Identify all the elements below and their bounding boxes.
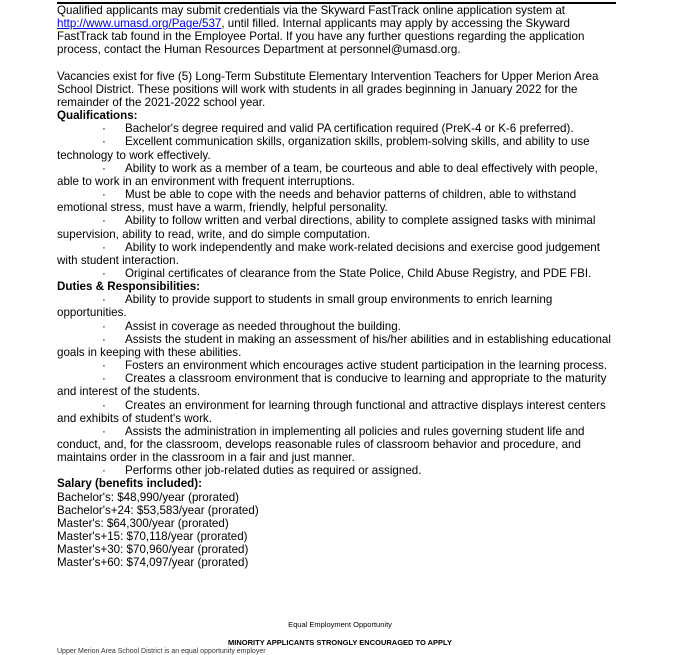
intro-text-after-link: , until filled. Internal applicants may apply by accessing the Skyward FastTrack tab found in the Employee Portal. If you have any further questions regarding the application process, contact the Human Resources Department at personnel@umasd.org. — [57, 17, 585, 57]
intro-text-before-link: Qualified applicants may submit credentials via the Skyward FastTrack online application system at — [57, 4, 565, 17]
duty-item-text: Fosters an environment which encourages active student participation in the learning process. — [125, 359, 608, 373]
bullet-icon: · — [102, 122, 106, 136]
salary-heading: Salary (benefits included): — [57, 477, 202, 491]
qualification-item — [57, 135, 619, 161]
eeo-statement: Equal Employment Opportunity — [288, 620, 392, 629]
application-link[interactable]: http://www.umasd.org/Page/537 — [57, 17, 222, 31]
bullet-icon: · — [102, 464, 106, 478]
duty-item-text: Assists the administration in implementing all policies and rules governing student life and conduct, and, for the classroom, develops reasonable rules of classroom behavior and procedure, and maintains order in the classroom in a fair and just manner. — [57, 424, 585, 465]
duty-item-text: Ability to provide support to students in small group environments to enrich learning opportunities. — [57, 293, 553, 320]
document-body — [57, 4, 619, 570]
vacancy-paragraph: Vacancies exist for five (5) Long-Term Substitute Elementary Intervention Teachers for Upper Merion Area School District. These positions will work with students in all grades beginning in January 2022 for the remainder of the 2021-2022 school year. — [57, 69, 599, 109]
bullet-icon: · — [102, 372, 106, 386]
bullet-icon: · — [102, 240, 106, 254]
minority-statement: MINORITY APPLICANTS STRONGLY ENCOURAGED TO APPLY — [228, 638, 452, 647]
duties-heading: Duties & Responsibilities: — [57, 280, 201, 294]
salary-line: Master's+30: $70,960/year (prorated) — [57, 543, 249, 557]
bullet-icon: · — [102, 161, 106, 175]
qualification-item — [57, 188, 619, 214]
salary-list — [57, 491, 619, 570]
duty-item-text: Creates an environment for learning through functional and attractive displays interest centers and exhibits of student's work. — [57, 398, 606, 425]
footer-cutoff-line: Upper Merion Area School District is an equal opportunity employer — [57, 648, 266, 655]
bullet-icon: · — [102, 398, 106, 412]
duty-item — [57, 359, 619, 372]
qualification-item-text: Must be able to cope with the needs and behavior patterns of children, able to withstand emotional stress, must have a warm, friendly, helpful personality. — [57, 188, 577, 215]
qualification-item — [57, 162, 619, 188]
spacer — [57, 57, 619, 70]
salary-line: Master's+60: $74,097/year (prorated) — [57, 556, 249, 570]
qualification-item-text: Ability to work independently and make work-related decisions and exercise good judgement with student interaction. — [57, 240, 600, 267]
duty-item — [57, 464, 619, 477]
duty-item-text: Performs other job-related duties as required or assigned. — [125, 464, 422, 478]
bullet-icon: · — [102, 319, 106, 333]
duty-item — [57, 320, 619, 333]
qualification-item — [57, 267, 619, 280]
bullet-icon: · — [102, 424, 106, 438]
qualification-item-text: Ability to follow written and verbal directions, ability to complete assigned tasks with minimal supervision, ability to read, write, and do simple computation. — [57, 214, 596, 241]
intro-paragraph — [57, 4, 619, 57]
qualification-item-text: Bachelor's degree required and valid PA certification required (PreK-4 or K-6 preferred). — [125, 122, 574, 136]
qualifications-list — [57, 122, 619, 280]
duties-list — [57, 293, 619, 477]
salary-line: Master's: $64,300/year (prorated) — [57, 516, 229, 530]
salary-line: Bachelor's+24: $53,583/year (prorated) — [57, 503, 259, 517]
salary-line: Master's+15: $70,118/year (prorated) — [57, 530, 248, 544]
qualification-item — [57, 122, 619, 135]
bullet-icon: · — [102, 188, 106, 202]
qualification-item-text: Ability to work as a member of a team, be courteous and able to deal effectively with people, able to work in an environment with frequent interruptions. — [57, 161, 598, 188]
duty-item — [57, 372, 619, 398]
bullet-icon: · — [102, 293, 106, 307]
duty-item — [57, 425, 619, 464]
qualification-item-text: Excellent communication skills, organization skills, problem-solving skills, and ability to use technology to work effectively. — [57, 135, 590, 162]
bullet-icon: · — [102, 332, 106, 346]
duty-item — [57, 399, 619, 425]
bullet-icon: · — [102, 266, 106, 280]
bullet-icon: · — [102, 359, 106, 373]
qualification-item — [57, 241, 619, 267]
duty-item — [57, 333, 619, 359]
qualifications-heading: Qualifications: — [57, 109, 138, 123]
duty-item-text: Creates a classroom environment that is conducive to learning and appropriate to the maturity and interest of the students. — [57, 372, 607, 399]
qualification-item — [57, 214, 619, 240]
qualification-item-text: Original certificates of clearance from the State Police, Child Abuse Registry, and PDE FBI. — [125, 266, 592, 280]
duty-item-text: Assist in coverage as needed throughout the building. — [125, 319, 401, 333]
bullet-icon: · — [102, 214, 106, 228]
salary-line: Bachelor's: $48,990/year (prorated) — [57, 490, 240, 504]
bullet-icon: · — [102, 135, 106, 149]
duty-item — [57, 293, 619, 319]
duty-item-text: Assists the student in making an assessment of his/her abilities and in establishing educational goals in keeping with these abilities. — [57, 332, 611, 359]
